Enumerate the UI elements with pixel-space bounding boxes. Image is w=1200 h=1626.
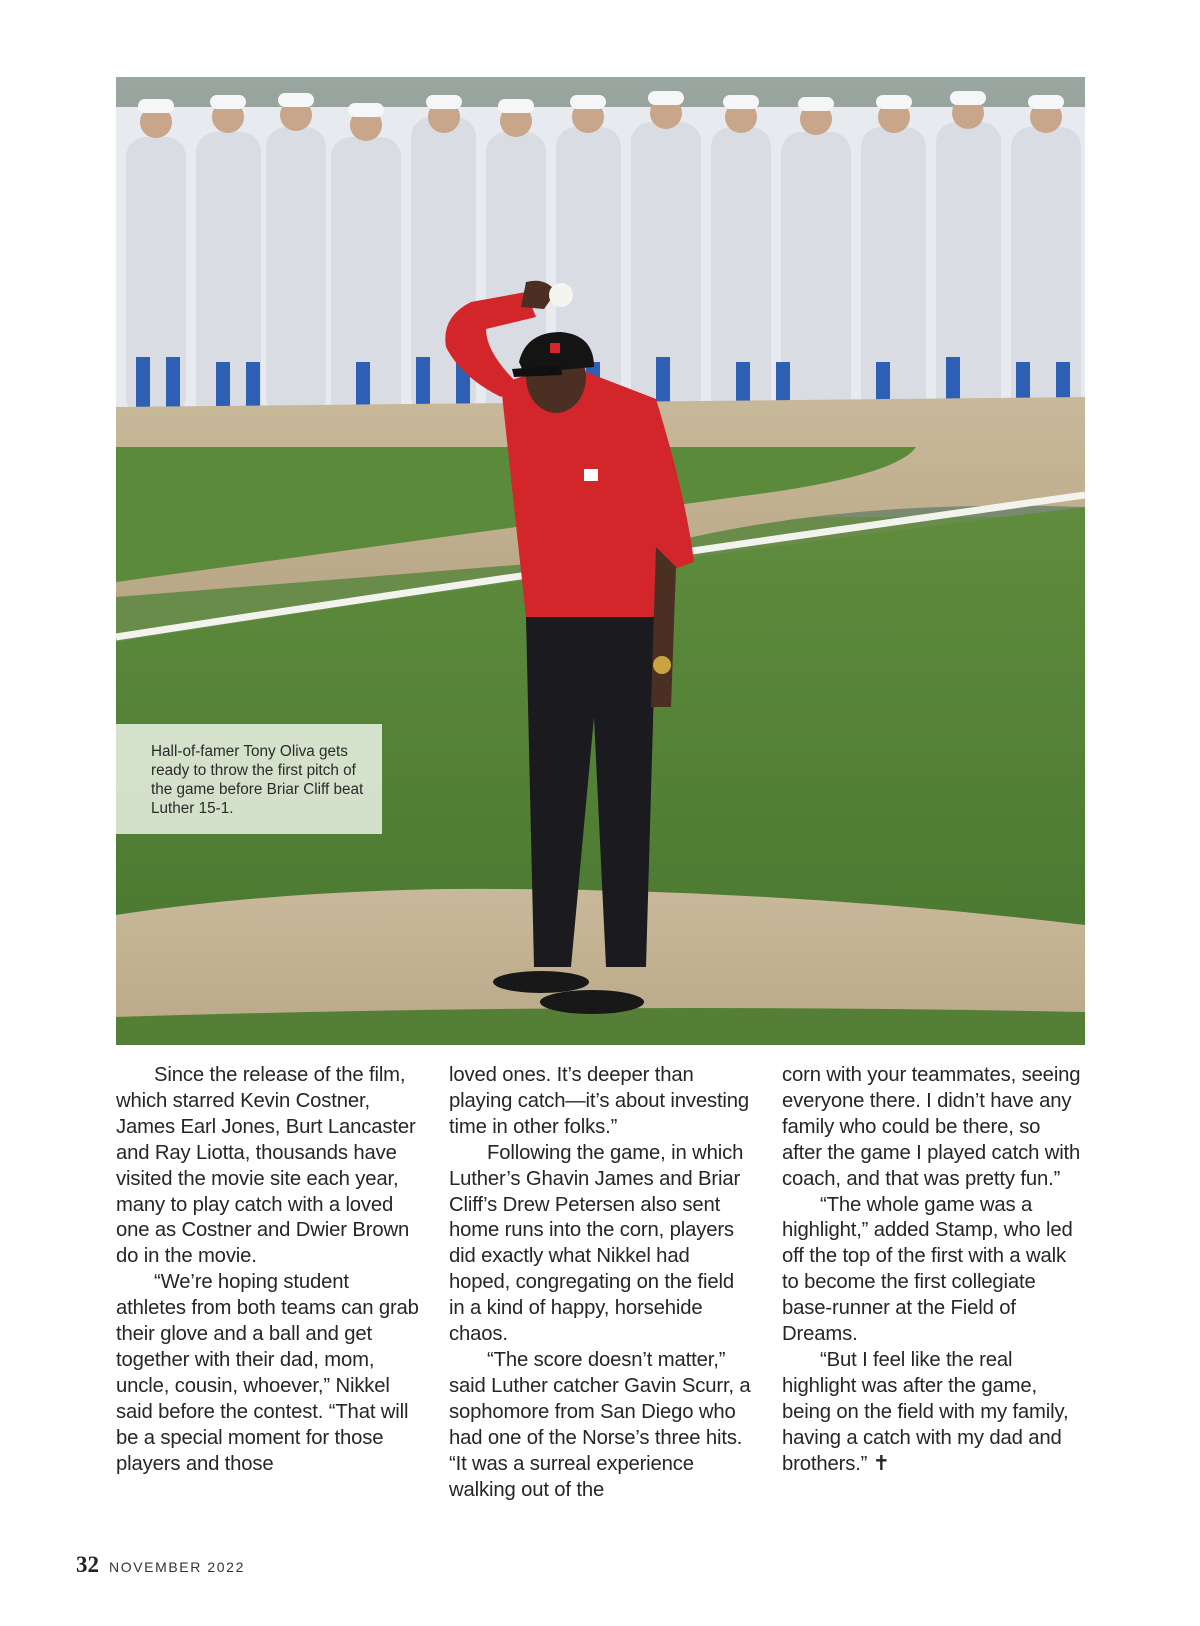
article-paragraph: “The whole game was a highlight,” added Stamp, who led off the top of the first with a walk to become the first collegiate base-runner at the Field of Dreams. (782, 1193, 1073, 1346)
page-footer (76, 1552, 245, 1578)
article-column-2 (449, 1063, 752, 1503)
article-paragraph: “The score doesn’t matter,” said Luther catcher Gavin Scurr, a sophomore from San Diego who had one of the Norse’s three hits. “It was a surreal experience walking out of the (449, 1348, 751, 1501)
issue-date: NOVEMBER 2022 (109, 1559, 245, 1575)
article-column-3 (782, 1063, 1085, 1503)
baseball-field-illustration (116, 77, 1085, 1045)
article-column-1 (116, 1063, 419, 1503)
article-paragraph: Following the game, in which Luther’s Ghavin James and Briar Cliff’s Drew Petersen also sent home runs into the corn, players did exactly what Nikkel had hoped, congregating on the field in a kind of happy, horsehide chaos. (449, 1141, 744, 1346)
article-paragraph: corn with your teammates, seeing everyone there. I didn’t have any family who could be there, so after the game I played catch with coach, and that was pretty fun.” (782, 1064, 1081, 1190)
article-paragraph: “We’re hoping student athletes from both teams can grab their glove and a ball and get together with their dad, mom, uncle, cousin, whoever,” Nikkel said before the contest. “That will be a special moment for those players and those (116, 1271, 419, 1475)
photo-caption-box (116, 724, 382, 834)
article-paragraph: loved ones. It’s deeper than playing catch—it’s about investing time in other folks.” (449, 1064, 750, 1138)
page-number: 32 (76, 1552, 99, 1577)
article-photo (116, 77, 1085, 1045)
article-paragraph: “But I feel like the real highlight was after the game, being on the field with my family, having a catch with my dad and brothers.” ✝ (782, 1348, 1069, 1475)
article-body (116, 1063, 1085, 1503)
article-paragraph: Since the release of the film, which starred Kevin Costner, James Earl Jones, Burt Lancaster and Ray Liotta, thousands have visited the movie site each year, many to play catch with a loved one as Costner and Dwier Brown do in the movie. (116, 1064, 416, 1268)
photo-caption: Hall-of-famer Tony Oliva gets ready to throw the first pitch of the game before Briar Cliff beat Luther 15-1. (151, 743, 364, 817)
